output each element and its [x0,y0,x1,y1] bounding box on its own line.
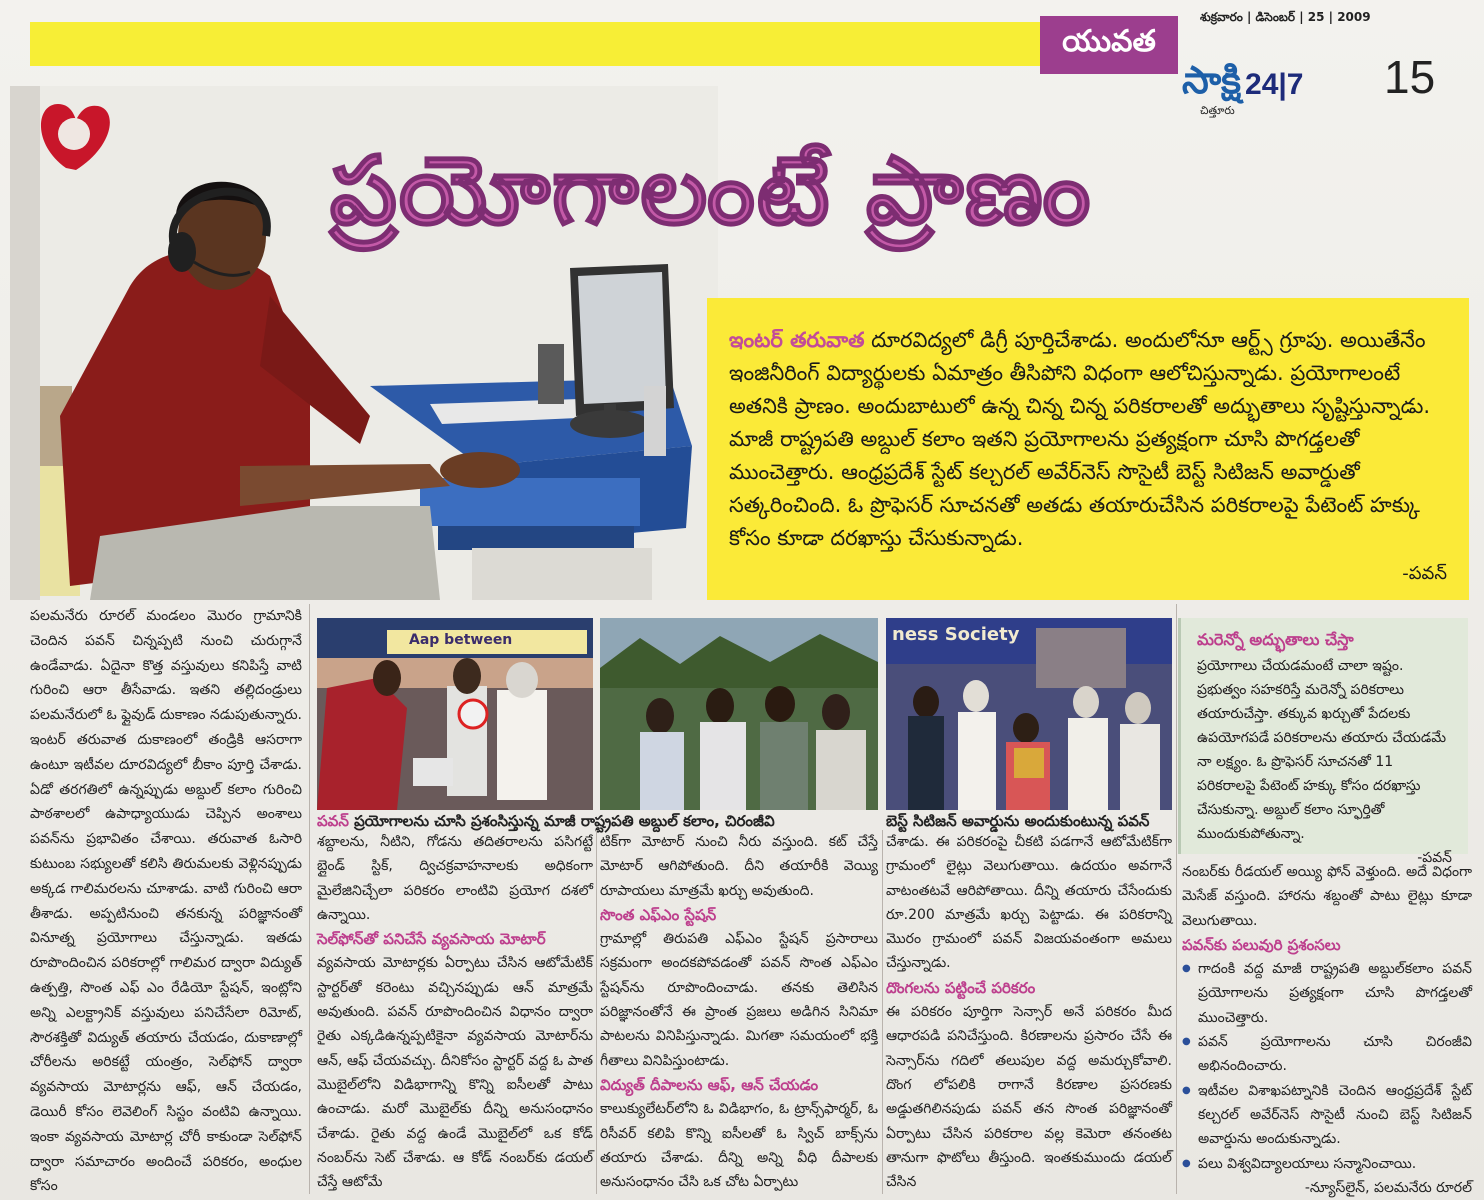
photo-caption-2: బెస్ట్ సిటిజన్ అవార్డును అందుకుంటున్న పవన్ [886,812,1150,830]
dateline: శుక్రవారం | డిసెంబర్ | 25 | 2009 [1200,10,1371,24]
column-5-subhead: పవన్‌కు పలువురి ప్రశంసలు [1182,935,1341,954]
photo-banner-2: ness Society [892,624,1020,645]
praise-item: ● గాదంకి వద్ద మాజీ రాష్ట్రపతి అబ్దుల్‌కలాం పవన్ ప్రయోగాలను ప్రత్యక్షంగా చూసి పొగడ్తలతో ముంచెత్తారు. [1182,957,1472,1030]
column-5-para: నంబర్‌కు రీడయల్ అయ్యి ఫోన్ వెళ్తుంది. అదే విధంగా మెసేజ్ వస్తుంది. హారను శబ్దంతో పాటు లైట్లు కూడా వెలుగుతాయి. [1182,864,1472,929]
caption-1-text: ప్రయోగాలను చూసి ప్రశంసిస్తున్న మాజీ రాష్ట్రపతి అబ్దుల్ కలాం, చిరంజీవి [348,812,775,830]
photo-chiranjeevi [600,618,878,810]
masthead [1182,48,1342,100]
column-3-subhead-1: సొంత ఎఫ్‌ఎం స్టేషన్ [600,905,717,924]
edition-label: చిత్తూరు [1200,104,1235,117]
intro-box [707,298,1469,600]
column-divider [309,604,310,1194]
praise-list [1182,957,1472,1176]
article-column-3 [600,830,878,1194]
column-2-para-1: శబ్దాలను, నీటిని, గోడను తదితరాలను పసిగట్టే బ్లైండ్ స్టిక్, ద్విచక్రవాహనాలకు అధికంగా మైలేజినిచ్చేలా పరికరం లాంటివి ప్రయోగ దశలో ఉన్నాయి. [317,834,593,923]
page-number: 15 [1384,51,1436,103]
column-divider [882,830,883,1194]
sidebar-byline: -పవన్ [1417,850,1452,866]
photo-award [886,618,1172,810]
intro-lead: ఇంటర్ తరువాత [729,328,865,352]
photo-banner-1: Aap between [409,632,513,648]
caption-1-highlight: పవన్ [317,812,349,830]
column-3-para-1: టిక్‌గా మోటార్ నుంచి నీరు వస్తుంది. కట్ చేస్తే మోటార్ ఆగిపోతుంది. దీని తయారీకి వెయ్యి రూపాయలు మాత్రమే ఖర్చు అవుతుంది. [600,834,878,899]
section-tag: యువత [1040,16,1178,74]
praise-item: ● పవన్ ప్రయోగాలను చూసి చిరంజీవి అభినందించారు. [1182,1030,1472,1079]
column-1-text: పలమనేరు రూరల్ మండలం మొరం గ్రామానికి చెందిన పవన్ చిన్నప్పటి నుంచి చురుగ్గానే ఉండేవాడు. ఏదైనా కొత్త వస్తువులు కనిపిస్తే వాటి గురించి ఆరా తీసేవాడు. ఇతని తల్లిదండ్రులు పలమనేరులో ఓ ఫ్లైవుడ్ దుకాణం నడుపుతున్నారు. ఇంటర్ తరువాత దుకాణంలో తండ్రికి ఆసరాగా ఉంటూ ఇటీవల దూరవిద్యలో బీకాం పూర్తి చేశాడు. ఏడో తరగతిలో ఉన్నప్పుడు అబ్దుల్ కలాం గురించి పాఠశాలలో ఉపాధ్యాయుడు చెప్పిన అంశాలు పవన్‌ను ప్రభావితం చేశాయి. తరువాత ఓసారి కుటుంబ సభ్యులతో కలిసి తిరుమలకు వెళ్లినప్పుడు అక్కడ గాలిమరలను చూశాడు. వాటి గురించి ఆరా తీశాడు. అప్పటినుంచి తనకున్న పరిజ్ఞానంతో వినూత్న ప్రయోగాలు చేస్తున్నాడు. ఇతడు రూపొందించిన పరికరాల్లో గాలిమర ద్వారా విద్యుత్ ఉత్పత్తి, సొంత ఎఫ్ ఎం రేడియో స్టేషన్, ఇంట్లోని అన్ని ఎలక్ట్రానిక్ వస్తువులు పనిచేసేలా రిమోట్, సౌరశక్తితో విద్యుత్ తయారు చేయడం, దుకాణాల్లో చోరీలను అరికట్టే యంత్రం, సెల్‌ఫోన్ ద్వారా వ్యవసాయ మోటార్లను ఆఫ్, ఆన్ చేయడం, డెయిరీ కోసం లెవెలింగ్ సిస్టం వంటివి ఉన్నాయి. ఇంకా వ్యవసాయ మోటార్ల చోరీ కాకుండా సెల్‌ఫోన్ ద్వారా సమాచారం అందించే పరికరం, అంధుల కోసం [30,608,302,1195]
article-column-4 [886,830,1172,1194]
praise-item: ● పలు విశ్వవిద్యాలయాలు సన్మానించాయి. [1182,1152,1472,1176]
sidebar-body: ప్రయోగాలు చేయడమంటే చాలా ఇష్టం. ప్రభుత్వం సహకరిస్తే మరెన్నో పరికరాలు తయారుచేస్తా. తక్కువ ఖర్చుతో పేదలకు ఉపయోగపడే పరికరాలను తయారు చేయడమే నా లక్ష్యం. ఓ ప్రొఫెసర్ సూచనతో 11 పరికరాలపై పేటెంట్ హక్కు కోసం దరఖాస్తు చేసుకున్నా. అబ్దుల్ కలాం స్ఫూర్తితో ముందుకుపోతున్నా. [1197,658,1447,842]
column-4-para-1: చేశాడు. ఈ పరికరంపై చీకటి పడగానే ఆటోమేటిక్‌గా గ్రామంలో లైట్లు వెలుగుతాయి. ఉదయం అవగానే వాటంతటవే ఆరిపోతాయి. దీన్ని తయారు చేసేందుకు రూ.200 మాత్రమే ఖర్చు పెట్టాడు. ఈ పరికరాన్ని మొరం గ్రామంలో పవన్ విజయవంతంగా అమలు చేస్తున్నాడు. [886,834,1172,972]
article-column-5 [1182,860,1472,1200]
intro-byline: -పవన్ [1402,563,1447,584]
column-divider [1176,604,1177,1194]
column-3-para-2: గ్రామాల్లో తిరుపతి ఎఫ్‌ఎం స్టేషన్ ప్రసారాలు సక్రమంగా అందకపోవడంతో పవన్ సొంత ఎఫ్‌ఎం స్టేషన్‌ను రూపొందించాడు. తనకు తెలిసిన పరిజ్ఞానంతోనే ఈ ప్రాంత ప్రజలు అడిగిన సినిమా పాటలను వినిపిస్తున్నాడు. మిగతా సమయంలో భక్తి గీతాలు వినిపిస్తుంటాడు. [600,931,878,1069]
column-2-para-2: వ్యవసాయ మోటార్లకు ఏర్పాటు చేసిన ఆటోమేటిక్ స్టార్టర్‌తో కరెంటు వచ్చినప్పుడు ఆన్ మాత్రమే అవుతుంది. పవన్ రూపొందించిన విధానం ద్వారా రైతు ఎక్కడిఉన్నప్పటికైనా వ్యవసాయ మోటార్‌ను ఆన్, ఆఫ్ చేయవచ్చు. దీనికోసం స్టార్టర్ వద్ద ఓ పాత మొబైల్‌లోని విడిభాగాన్ని కొన్ని ఐసీలతో పాటు ఉంచాడు. మరో మొబైల్‌కు దీన్ని అనుసంధానం చేశాడు. రైతు వద్ద ఉండే మొబైల్‌లో ఒక కోడ్ నంబర్‌ను సెట్ చేశాడు. ఆ కోడ్ నంబర్‌కు డయల్ చేస్తే ఆటోమే [317,955,593,1191]
article-column-2 [317,830,593,1194]
masthead-title: సాక్షి [1182,60,1242,102]
article-column-1 [30,604,302,1199]
sidebar-title: మరెన్నో అద్భుతాలు చేస్తా [1197,630,1354,649]
photo-kalam [317,618,593,810]
intro-body: దూరవిద్యలో డిగ్రీ పూర్తిచేశాడు. అందులోనూ ఆర్ట్స్ గ్రూపు. అయితేనేం ఇంజినీరింగ్ విద్యార్థులకు ఏమాత్రం తీసిపోని విధంగా ఆలోచిస్తున్నాడు. ప్రయోగాలంటే అతనికి ప్రాణం. అందుబాటులో ఉన్న చిన్న చిన్న పరికరాలతో అద్భుతాలు సృష్టిస్తున్నాడు. మాజీ రాష్ట్రపతి అబ్దుల్ కలాం ఇతని ప్రయోగాలను ప్రత్యక్షంగా చూసి పొగడ్తలతో ముంచెత్తారు. ఆంధ్రప్రదేశ్ స్టేట్ కల్చరల్ అవేర్‌నెస్ సొసైటీ బెస్ట్ సిటిజన్ అవార్డుతో సత్కరించింది. ఓ ప్రొఫెసర్ సూచనతో అతడు తయారుచేసిన పరికరాలపై పేటెంట్ హక్కు కోసం కూడా దరఖాస్తు చేసుకున్నాడు. [729,328,1431,550]
quote-sidebar [1178,618,1468,866]
headline: ప్రయోగాలంటే ప్రాణం [330,137,1093,246]
column-5-byline: -న్యూస్‌లైన్, పలమనేరు రూరల్ [1304,1179,1472,1196]
header-band [30,22,1178,66]
column-2-subhead: సెల్‌ఫోన్‌తో పనిచేసే వ్యవసాయ మోటార్ [317,930,546,949]
praise-item: ● ఇటీవల విశాఖపట్నానికి చెందిన ఆంధ్రప్రదేశ్ స్టేట్ కల్చరల్ అవేర్‌నెస్ సొసైటీ నుంచి బెస్ట్ సిటిజన్ అవార్డును అందుకున్నాడు. [1182,1079,1472,1152]
column-4-para-2: ఈ పరికరం పూర్తిగా సెన్సార్ అనే పరికరం మీద ఆధారపడి పనిచేస్తుంది. కిరణాలను ప్రసారం చేసే ఈ సెన్సార్‌ను గదిలో తలుపుల వద్ద అమర్చుకోవాలి. దొంగ లోపలికి రాగానే కిరణాల ప్రసరణకు అడ్డుతగిలినపుడు పవన్ తన సొంత పరిజ్ఞానంతో ఏర్పాటు చేసిన పరికరాల వల్ల కెమెరా తనంతట తానుగా ఫొటోలు తీస్తుంది. ఇంతకుముందు డయల్ చేసిన [886,1004,1172,1191]
column-divider [596,830,597,1194]
masthead-suffix: 24|7 [1245,68,1304,101]
column-3-para-3: కాలుక్యులేటర్‌లోని ఓ విడిభాగం, ఓ ట్రాన్స్‌ఫార్మర్, ఓ రిసీవర్ కలిపి కొన్ని ఐసీలతో ఓ స్విచ్ బాక్స్‌ను తయారు చేశాడు. దీన్ని అన్ని వీధి దీపాలకు అనుసంధానం చేసి ఒక చోట ఏర్పాటు [600,1101,878,1191]
column-4-subhead: దొంగలను పట్టించే పరికరం [886,978,1036,997]
column-3-subhead-2: విద్యుత్ దీపాలను ఆఫ్, ఆన్ చేయడం [600,1075,819,1094]
